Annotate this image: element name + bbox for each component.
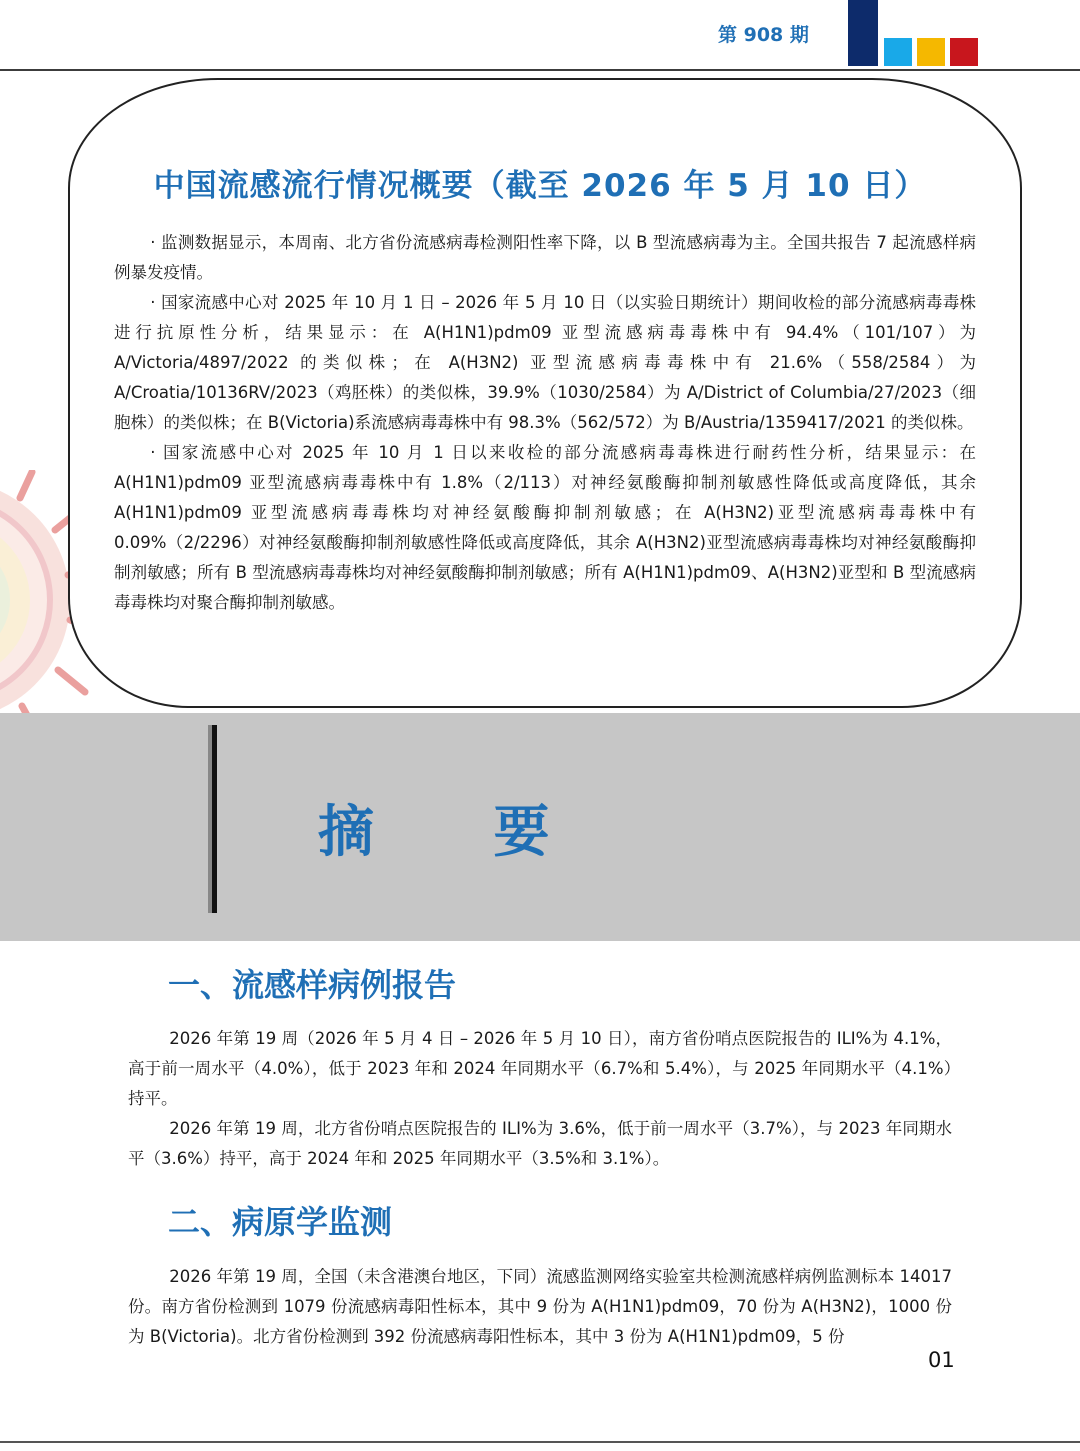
issue-number: 第 908 期 [718, 24, 809, 46]
header-divider [0, 69, 1080, 71]
body-paragraph: 2026 年第 19 周，北方省份哨点医院报告的 ILI%为 3.6%，低于前一周水平（3.7%），与 2023 年同期水平（3.6%）持平，高于 2024 年和 2025 年同期水平（3.5%和 3.1%）。 [128, 1119, 952, 1168]
section-etiology-text [128, 1262, 952, 1352]
section-heading-ili: 一、流感样病例报告 [168, 966, 457, 1004]
abstract-band-divider [212, 725, 217, 913]
summary-title: 中国流感流行情况概要（截至 2026 年 5 月 10 日） [153, 168, 927, 204]
summary-text [114, 228, 976, 618]
brand-square-cyan [884, 38, 912, 66]
page-number: 01 [928, 1348, 955, 1372]
brand-square-red [950, 38, 978, 66]
summary-paragraph: · 国家流感中心对 2025 年 10 月 1 日 – 2026 年 5 月 10 日（以实验日期统计）期间收检的部分流感病毒毒株进行抗原性分析，结果显示：在 A(H1N1)pdm09 亚型流感病毒毒株中有 94.4%（101/107）为 A/Victoria/4897/2022 的类似株；在 A(H3N2) 亚型流感病毒毒株中有 21.6%（558/2584）为 A/Croatia/10136RV/2023（鸡胚株）的类似株，39.9%（1030/2584）为 A/District of Columbia/27/2023（细胞株）的类似株；在 B(Victoria)系流感病毒毒株中有 98.3%（562/572）为 B/Austria/1359417/2021 的类似株。 [114, 293, 976, 432]
section-ili-text [128, 1024, 952, 1174]
summary-paragraph: · 监测数据显示，本周南、北方省份流感病毒检测阳性率下降，以 B 型流感病毒为主。全国共报告 7 起流感样病例暴发疫情。 [114, 233, 976, 282]
summary-paragraph: · 国家流感中心对 2025 年 10 月 1 日以来收检的部分流感病毒毒株进行耐药性分析，结果显示：在 A(H1N1)pdm09 亚型流感病毒毒株中有 1.8%（2/113）对神经氨酸酶抑制剂敏感性降低或高度降低，其余 A(H1N1)pdm09 亚型流感病毒毒株均对神经氨酸酶抑制剂敏感；在 A(H3N2)亚型流感病毒毒株中有 0.09%（2/2296）对神经氨酸酶抑制剂敏感性降低或高度降低，其余 A(H3N2)亚型流感病毒毒株均对神经氨酸酶抑制剂敏感；所有 B 型流感病毒毒株均对神经氨酸酶抑制剂敏感；所有 A(H1N1)pdm09、A(H3N2)亚型和 B 型流感病毒毒株均对聚合酶抑制剂敏感。 [114, 443, 976, 612]
body-paragraph: 2026 年第 19 周（2026 年 5 月 4 日 – 2026 年 5 月 10 日），南方省份哨点医院报告的 ILI%为 4.1%，高于前一周水平（4.0%），低于 2023 年和 2024 年同期水平（6.7%和 5.4%），与 2025 年同期水平（4.1%）持平。 [128, 1029, 952, 1108]
footer-divider [0, 1441, 1080, 1443]
brand-bar-navy [848, 0, 878, 66]
body-paragraph: 2026 年第 19 周，全国（未含港澳台地区，下同）流感监测网络实验室共检测流感样病例监测标本 14017 份。南方省份检测到 1079 份流感病毒阳性标本，其中 9 份为 A(H1N1)pdm09，70 份为 A(H3N2)，1000 份为 B(Victoria)。北方省份检测到 392 份流感病毒阳性标本，其中 3 份为 A(H1N1)pdm09，5 份 [128, 1267, 952, 1346]
abstract-title: 摘 要 [318, 800, 600, 865]
brand-square-yellow [917, 38, 945, 66]
section-heading-etiology: 二、病原学监测 [168, 1203, 393, 1241]
